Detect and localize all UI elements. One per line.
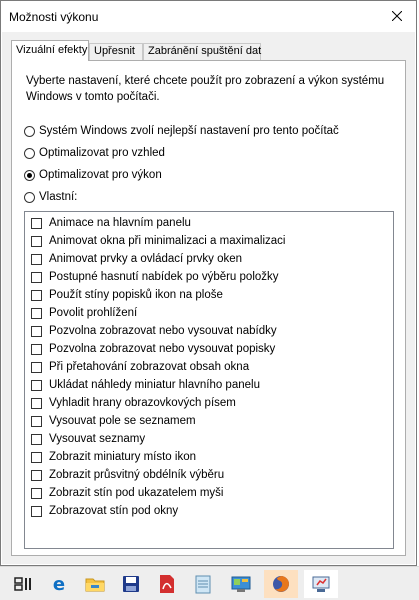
taskbar-save-app[interactable] (116, 570, 146, 598)
checkbox[interactable] (31, 344, 42, 355)
radio-button[interactable] (24, 148, 35, 159)
close-button[interactable] (380, 3, 414, 29)
option-thumbnails-instead-icons[interactable]: Zobrazit miniatury místo ikon (31, 448, 196, 466)
option-smooth-fonts[interactable]: Vyhladit hrany obrazovkových písem (31, 394, 236, 412)
option-fade-slide-tooltips[interactable]: Pozvolna zobrazovat nebo vysouvat popisky (31, 340, 275, 358)
system-properties-icon (311, 574, 331, 594)
option-slide-combo-boxes[interactable]: Vysouvat pole se seznamem (31, 412, 196, 430)
radio-let-windows-choose[interactable]: Systém Windows zvolí nejlepší nastavení pro tento počítač (24, 123, 339, 139)
close-icon (392, 11, 402, 21)
svg-text:e: e (52, 574, 66, 594)
visual-effects-panel (11, 60, 406, 556)
option-icon-label-shadows[interactable]: Použít stíny popisků ikon na ploše (31, 286, 223, 304)
radio-custom[interactable]: Vlastní: (24, 189, 77, 205)
taskbar-firefox[interactable] (264, 570, 298, 598)
checkbox[interactable] (31, 488, 42, 499)
checkbox[interactable] (31, 272, 42, 283)
checkbox[interactable] (31, 506, 42, 517)
pdf-icon (159, 574, 175, 594)
notepad-icon (194, 574, 212, 594)
checkbox[interactable] (31, 470, 42, 481)
radio-best-appearance[interactable]: Optimalizovat pro vzhled (24, 145, 165, 161)
checkbox[interactable] (31, 398, 42, 409)
checkbox[interactable] (31, 416, 42, 427)
edge-icon (49, 574, 69, 594)
checkbox[interactable] (31, 452, 42, 463)
tab-data-execution-prevention[interactable]: Zabránění spuštění dat (143, 43, 261, 60)
radio-button[interactable] (24, 126, 35, 137)
radio-button-selected[interactable] (24, 170, 35, 181)
checkbox[interactable] (31, 326, 42, 337)
taskbar-pdf[interactable] (152, 570, 182, 598)
visual-effects-list[interactable] (24, 211, 394, 549)
control-panel-icon (231, 575, 251, 593)
radio-best-performance[interactable]: Optimalizovat pro výkon (24, 167, 162, 183)
task-view-icon (14, 576, 32, 592)
option-taskbar-animations[interactable]: Animace na hlavním panelu (31, 214, 191, 232)
tab-visual-effects[interactable]: Vizuální efekty (11, 40, 89, 61)
option-animate-controls[interactable]: Animovat prvky a ovládací prvky oken (31, 250, 242, 268)
taskbar-task-view[interactable] (8, 570, 38, 598)
option-fade-slide-menus[interactable]: Pozvolna zobrazovat nebo vysouvat nabídky (31, 322, 277, 340)
taskbar-system-properties[interactable] (304, 570, 338, 598)
radio-button[interactable] (24, 192, 35, 203)
taskbar-control-panel[interactable] (226, 570, 256, 598)
option-fade-menus[interactable]: Postupné hasnutí nabídek po výběru položky (31, 268, 279, 286)
checkbox[interactable] (31, 236, 42, 247)
taskbar-notepad[interactable] (188, 570, 218, 598)
option-window-shadows[interactable]: Zobrazovat stín pod okny (31, 502, 178, 520)
checkbox[interactable] (31, 362, 42, 373)
option-show-window-contents[interactable]: Při přetahování zobrazovat obsah okna (31, 358, 249, 376)
title-bar[interactable] (1, 1, 416, 32)
save-disk-icon (122, 575, 140, 593)
option-enable-peek[interactable]: Povolit prohlížení (31, 304, 137, 322)
checkbox[interactable] (31, 254, 42, 265)
option-save-thumbnails[interactable]: Ukládat náhledy miniatur hlavního panelu (31, 376, 260, 394)
checkbox[interactable] (31, 380, 42, 391)
firefox-icon (271, 574, 291, 594)
option-translucent-selection[interactable]: Zobrazit průsvitný obdélník výběru (31, 466, 224, 484)
checkbox[interactable] (31, 290, 42, 301)
file-explorer-icon (85, 575, 105, 593)
option-animate-min-max[interactable]: Animovat okna při minimalizaci a maximalizaci (31, 232, 285, 250)
checkbox[interactable] (31, 308, 42, 319)
window-title: Možnosti výkonu (9, 10, 99, 24)
description-text: Vyberte nastavení, které chcete použít pro zobrazení a výkon systému Windows v tomto počítači. (26, 75, 385, 103)
option-smooth-scroll-lists[interactable]: Vysouvat seznamy (31, 430, 145, 448)
tab-advanced[interactable]: Upřesnit (89, 43, 143, 60)
taskbar-edge[interactable] (44, 570, 74, 598)
checkbox[interactable] (31, 218, 42, 229)
option-mouse-pointer-shadow[interactable]: Zobrazit stín pod ukazatelem myši (31, 484, 224, 502)
taskbar-file-explorer[interactable] (80, 570, 110, 598)
checkbox[interactable] (31, 434, 42, 445)
taskbar (0, 566, 419, 600)
